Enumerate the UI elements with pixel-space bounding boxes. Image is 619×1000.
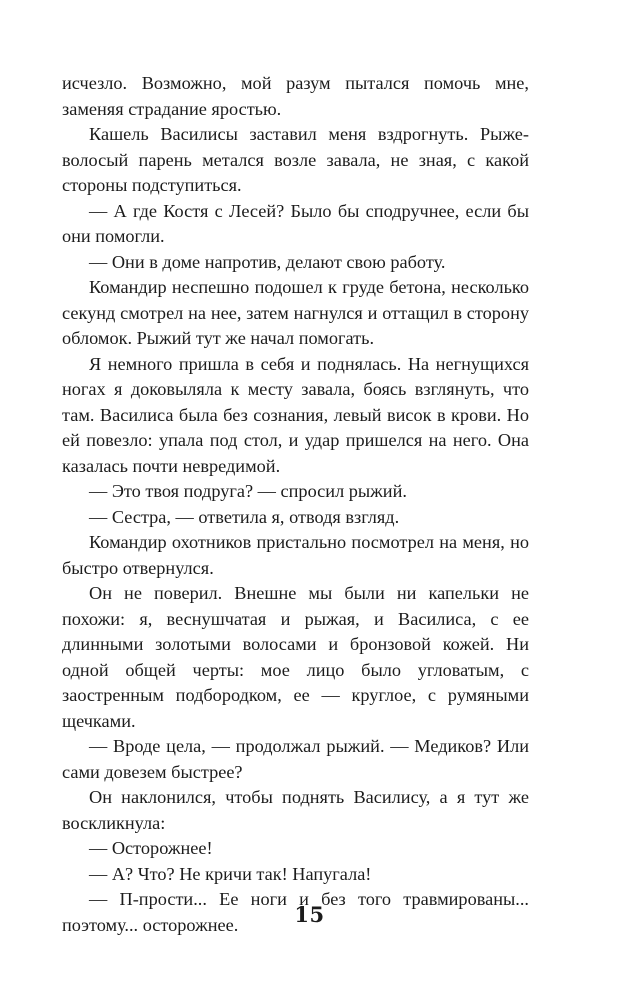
dialogue-line: — Они в доме напротив, делают свою работу.: [89, 251, 446, 272]
paragraph: Кашель Василисы заставил меня вздрогнуть. Рыжеволосый парень метался возле завала, не зная, с какой стороны подступиться.: [62, 124, 529, 195]
dialogue-line: — П-прости... Ее ноги и без того травмированы... поэтому... осторожнее.: [62, 889, 529, 935]
paragraph: Командир охотников пристально посмотрел на меня, но быстро отвернулся.: [62, 532, 529, 578]
dialogue-line: — Вроде цела, — продолжал рыжий. — Медиков? Или сами довезем быстрее?: [62, 736, 529, 782]
paragraph: Командир неспешно подошел к груде бетона, несколько секунд смотрел на нее, затем нагнулся и оттащил в сторону обломок. Рыжий тут же начал помогать.: [62, 277, 529, 348]
dialogue-line: — Осторожнее!: [89, 838, 213, 858]
page-number: 15: [294, 902, 325, 927]
paragraph: Он наклонился, чтобы поднять Василису, а я тут же воскликнула:: [62, 787, 529, 833]
dialogue-line: — Это твоя подруга? — спросил рыжий.: [89, 481, 407, 501]
dialogue-line: — А? Что? Не кричи так! Напугала!: [89, 863, 372, 884]
dialogue-line: — Сестра, — ответила я, отводя взгляд.: [89, 506, 400, 527]
paragraph: Я немного пришла в себя и поднялась. На негнущихся ногах я доковыляла к месту завала, боясь взглянуть, что там. Василиса была без сознания, левый висок в крови. Но ей повезло: упала под стол, и удар пришелся на него. Она казалась почти невредимой.: [62, 353, 529, 476]
body-text: [62, 71, 529, 938]
dialogue-line: — А где Костя с Лесей? Было бы сподручнее, если бы они помогли.: [62, 200, 529, 246]
paragraph: Он не поверил. Внешне мы были ни капельки не похожи: я, веснушчатая и рыжая, и Василиса, с ее длинными золотыми волосами и бронзовой кожей. Ни одной общей черты: мое лицо было угловатым, с заостренным подбородком, ее — круглое, с румяными щечками.: [62, 583, 529, 731]
paragraph: исчезло. Возможно, мой разум пытался помочь мне, заменяя страдание яростью.: [62, 73, 529, 119]
